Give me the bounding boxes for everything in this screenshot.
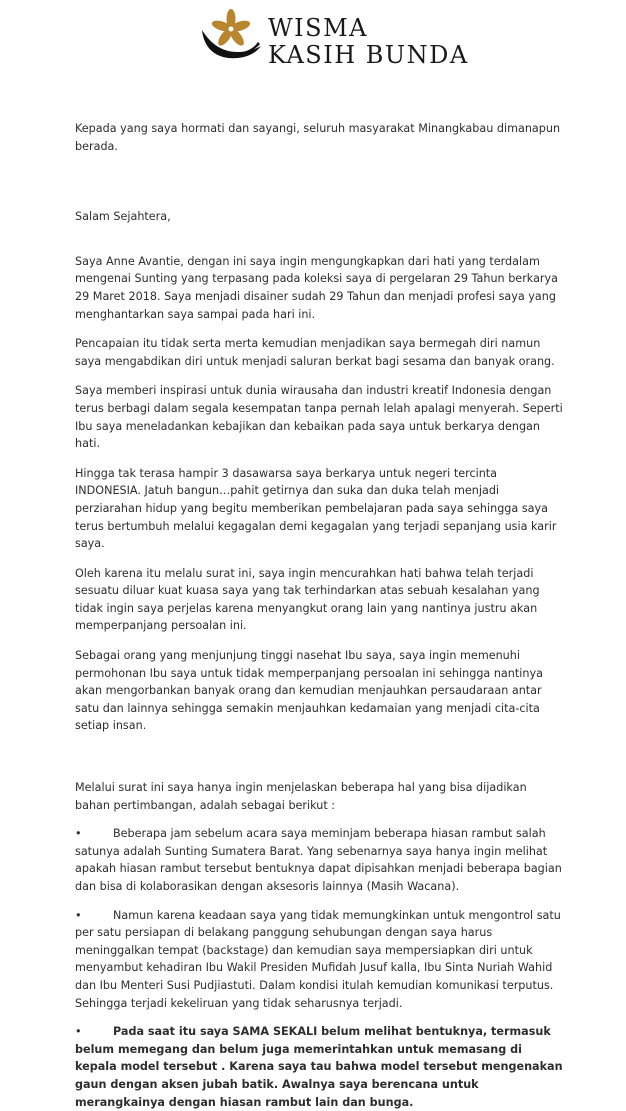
paragraph: Hingga tak terasa hampir 3 dasawarsa saya berkarya untuk negeri tercinta INDONESIA. Jatuh bangun…pahit getirnya dan suka dan duka telah menjadi perziarahan hidup yang begitu memberikan pembelajaran pada saya sehingga saya terus bertumbuh melalui kegagalan demi kegagalan yang terjadi sepanjang usia karir saya.	[75, 466, 557, 551]
lotus-hand-icon	[198, 8, 264, 66]
letter-body	[75, 120, 565, 1111]
greeting-line: Kepada yang saya hormati dan sayangi, seluruh masyarakat Minangkabau dimanapun berada.	[75, 122, 561, 153]
bullet-symbol: •	[75, 827, 82, 841]
logo-line-1: WISMA	[268, 14, 368, 42]
bullet-item	[75, 825, 565, 895]
bullet-item	[75, 907, 565, 1013]
bullet-text: Beberapa jam sebelum acara saya meminjam beberapa hiasan rambut salah satunya adalah Sunting Sumatera Barat. Yang sebenarnya saya hanya ingin melihat apakah hiasan rambut tersebut bentuknya dapat dipisahkan menjadi beberapa bagian dan bisa di kolaborasikan dengan aksesoris lainnya (Masih Wacana).	[75, 827, 562, 893]
bullet-symbol: •	[75, 1025, 82, 1039]
paragraph: Saya memberi inspirasi untuk dunia wirausaha dan industri kreatif Indonesia dengan terus berbagi dalam segala kesempatan tanpa pernah lelah apalagi menyerah. Seperti Ibu saya meneladankan kebajikan dan kebaikan pada saya untuk berkarya dengan hati.	[75, 384, 563, 451]
bullet-text: Namun karena keadaan saya yang tidak memungkinkan untuk mengontrol satu per satu persiapan di belakang panggung sehubungan dengan saya harus meninggalkan tempat (backstage) dan kemudian saya mempersiapkan diri untuk menyambut kehadiran Ibu Wakil Presiden Mufidah Jusuf kalla, Ibu Sinta Nuriah Wahid dan Ibu Menteri Susi Pudjiastuti. Dalam kondisi itulah kemudian komunikasi terputus. Sehingga terjadi kekeliruan yang tidak seharusnya terjadi.	[75, 908, 561, 1010]
paragraph: Pencapaian itu tidak serta merta kemudian menjadikan saya bermegah diri namun saya mengabdikan diri untuk menjadi saluran berkat bagi sesama dan banyak orang.	[75, 337, 555, 368]
paragraph: Sebagai orang yang menjunjung tinggi nasehat Ibu saya, saya ingin memenuhi permohonan Ibu saya untuk tidak memperpanjang persoalan ini sehingga nantinya akan mengorbankan banyak orang dan kemudian menjauhkan persaudaraan antar satu dan lainnya sehingga semakin menjauhkan kedamaian yang menjadi cita-cita setiap insan.	[75, 649, 543, 733]
bullet-symbol: •	[75, 908, 82, 922]
bullet-text: Pada saat itu saya SAMA SEKALI belum melihat bentuknya, termasuk belum memegang dan belum juga memerintahkan untuk memasang di kepala model tersebut . Karena saya tau bahwa model tersebut mengenakan gaun dengan aksen jubah batik. Awalnya saya berencana untuk merangkainya dengan hiasan rambut lain dan bunga.	[75, 1025, 563, 1109]
wisma-kasih-bunda-logo	[198, 8, 469, 69]
paragraph: Oleh karena itu melalu surat ini, saya ingin mencurahkan hati bahwa telah terjadi sesuatu diluar kuat kuasa saya yang tak terhindarkan atas sebuah kesalahan yang tidak ingin saya perjelas karena menyangkut orang lain yang nantinya justru akan memperpanjang persoalan ini.	[75, 566, 540, 633]
logo-line-2: KASIH BUNDA	[268, 41, 469, 69]
bullet-item	[75, 1023, 565, 1111]
paragraph: Saya Anne Avantie, dengan ini saya ingin mengungkapkan dari hati yang terdalam mengenai Sunting yang terpasang pada koleksi saya di pergelaran 29 Tahun berkarya 29 Maret 2018. Saya menjadi disainer sudah 29 Tahun dan menjadi profesi saya yang menghantarkan saya sampai pada hari ini.	[75, 254, 559, 321]
salutation: Salam Sejahtera,	[75, 210, 171, 224]
intro-points: Melalui surat ini saya hanya ingin menjelaskan beberapa hal yang bisa dijadikan bahan pertimbangan, adalah sebagai berikut :	[75, 781, 527, 812]
